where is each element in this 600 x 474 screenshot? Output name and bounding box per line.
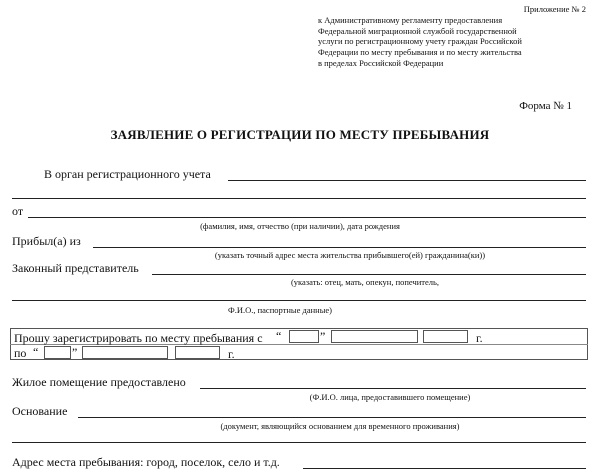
basis-input-line-2[interactable] xyxy=(12,442,586,443)
form-title: ЗАЯВЛЕНИЕ О РЕГИСТРАЦИИ ПО МЕСТУ ПРЕБЫВАНИЯ xyxy=(110,127,490,142)
regulation-line-5: в пределах Российской Федерации xyxy=(318,57,444,68)
regulation-line-1: к Административному регламенту предоставления xyxy=(318,14,503,25)
representative-input-line[interactable] xyxy=(152,274,586,275)
arrived-caption: (указать точный адрес места жительства прибывшего(ей) гражданина(ки)) xyxy=(214,250,486,260)
from-caption: (фамилия, имя, отчество (при наличии), дата рождения xyxy=(200,221,400,231)
basis-input-line[interactable] xyxy=(78,417,586,418)
arrived-label: Прибыл(а) из xyxy=(12,234,81,248)
end-year-input[interactable] xyxy=(175,346,220,359)
address-label: Адрес места пребывания: город, поселок, село и т.д. xyxy=(12,455,280,469)
representative-caption: (указать: отец, мать, опекун, попечитель, xyxy=(290,277,440,287)
end-month-input[interactable] xyxy=(82,346,168,359)
start-year-suffix: г. xyxy=(476,331,483,345)
basis-label: Основание xyxy=(12,404,68,418)
regulation-reference xyxy=(318,4,586,69)
end-day-open-quote: “ xyxy=(33,345,39,359)
until-label: по xyxy=(14,346,27,360)
from-label: от xyxy=(12,204,24,218)
end-day-close-quote: ” xyxy=(72,345,78,359)
appendix-number: Приложение № 2 xyxy=(523,4,586,14)
start-year-input[interactable] xyxy=(423,330,468,343)
premises-label: Жилое помещение предоставлено xyxy=(12,375,186,389)
end-year-suffix: г. xyxy=(228,347,235,361)
end-day-input[interactable] xyxy=(44,346,71,359)
passport-caption: Ф.И.О., паспортные данные) xyxy=(227,305,333,315)
address-input-line[interactable] xyxy=(303,468,586,469)
start-day-close-quote: ” xyxy=(320,329,326,343)
start-day-input[interactable] xyxy=(289,330,319,343)
premises-input-line[interactable] xyxy=(200,388,586,389)
authority-label: В орган регистрационного учета xyxy=(44,167,211,181)
premises-caption: (Ф.И.О. лица, предоставившего помещение) xyxy=(309,392,471,402)
authority-input-line[interactable] xyxy=(228,180,586,181)
from-input-line[interactable] xyxy=(28,217,586,218)
basis-caption: (документ, являющийся основанием для временного проживания) xyxy=(220,421,460,431)
regulation-line-3: услуги по регистрационному учету граждан Российской xyxy=(318,36,522,47)
regulation-line-2: Федеральной миграционной службой государственной xyxy=(318,25,517,36)
regulation-line-4: Федерации по месту пребывания и по месту жительства xyxy=(318,47,522,58)
representative-label: Законный представитель xyxy=(12,261,139,275)
form-number: Форма № 1 xyxy=(519,100,572,112)
authority-input-line-2[interactable] xyxy=(12,198,586,199)
start-month-input[interactable] xyxy=(331,330,418,343)
register-label: Прошу зарегистрировать по месту пребывания с xyxy=(14,331,263,345)
arrived-input-line[interactable] xyxy=(93,247,586,248)
representative-input-line-2[interactable] xyxy=(12,300,586,301)
start-day-open-quote: “ xyxy=(276,329,282,343)
